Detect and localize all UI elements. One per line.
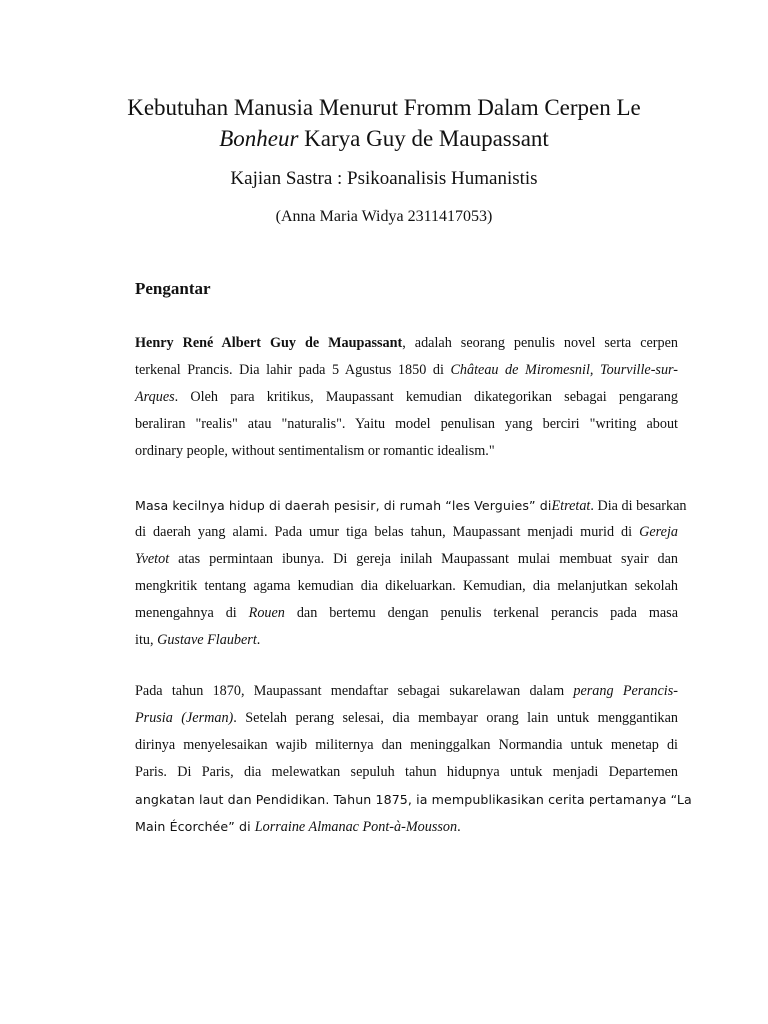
p1-l3-italic: Arques (135, 389, 175, 405)
p3-line-3: dirinya menyelesaikan wajib militernya dan meninggalkan Normandia untuk menetap di (135, 737, 678, 753)
p1-l3-rest: . Oleh para kritikus, Maupassant kemudian dikategorikan sebagai pengarang (174, 389, 678, 405)
title-line-2-rest: Karya Guy de Maupassant (298, 126, 549, 151)
title-italic-bonheur: Bonheur (219, 126, 299, 151)
p1-l1-rest: , adalah seorang penulis novel serta cerpen (402, 335, 678, 351)
p3-l6-rest: . (457, 819, 461, 835)
subtitle: Kajian Sastra : Psikoanalisis Humanistis (230, 168, 538, 189)
author-name-bold: Henry René Albert Guy de Maupassant (135, 335, 403, 351)
p3-l1-a: Pada tahun 1870, Maupassant mendaftar sebagai sukarelawan dalam (135, 683, 574, 699)
p2-l3-rest: atas permintaan ibunya. Di gereja inilah Maupassant mulai membuat syair dan (169, 551, 678, 567)
p2-line-3 (135, 546, 678, 573)
p1-line-3 (135, 384, 678, 411)
p3-line-6 (135, 813, 678, 840)
section-heading: Pengantar (135, 279, 211, 298)
p2-l1-rest: . Dia di besarkan (590, 498, 687, 514)
paragraph-3 (135, 678, 692, 840)
p1-l2-a: terkenal Prancis. Dia lahir pada 5 Agustus 1850 di (135, 362, 451, 378)
p2-l6-a: itu, (135, 632, 158, 648)
p2-l6-italic: Gustave Flaubert (157, 632, 257, 648)
author-line: (Anna Maria Widya 2311417053) (275, 208, 493, 225)
p3-l6-sans: Main Écorchée” di (135, 819, 255, 834)
p2-l5-italic: Rouen (248, 605, 285, 621)
p1-line-4: beraliran "realis" atau "naturalis". Yaitu model penulisan yang berciri "writing about (135, 416, 678, 432)
title-line-2 (0, 124, 768, 154)
p2-l2-italic: Gereja (639, 524, 678, 540)
p2-l5-a: menengahnya di (135, 605, 249, 621)
p1-l2-italic: Château de Miromesnil, Tourville-sur- (450, 362, 679, 378)
paragraph-1 (135, 330, 678, 465)
p3-line-2 (135, 705, 678, 732)
p3-line-5: angkatan laut dan Pendidikan. Tahun 1875, ia mempublikasikan cerita pertamanya “La (135, 792, 692, 807)
p2-l6-rest: . (256, 632, 261, 648)
p2-line-4: mengkritik tentang agama kemudian dia dikeluarkan. Kemudian, dia melanjutkan sekolah (135, 578, 678, 594)
p2-l5-rest: dan bertemu dengan penulis terkenal perancis pada masa (284, 605, 678, 621)
p2-l1-italic: Etretat (551, 498, 591, 514)
title-line-1: Kebutuhan Manusia Menurut Fromm Dalam Cerpen Le (127, 95, 641, 120)
p3-line-1 (135, 678, 678, 705)
p2-line-5 (135, 600, 678, 627)
paragraph-2 (135, 492, 687, 654)
p1-line-1 (135, 330, 678, 357)
p2-line-6 (135, 627, 678, 654)
p3-l2-italic: Prusia (Jerman) (135, 710, 234, 726)
p2-l1-sans: Masa kecilnya hidup di daerah pesisir, di rumah “les Verguies” di (135, 498, 552, 513)
p2-line-2 (135, 519, 678, 546)
p3-l1-italic: perang Perancis- (573, 683, 678, 699)
p3-l6-italic: Lorraine Almanac Pont-à-Mousson (254, 819, 458, 835)
p3-l2-rest: . Setelah perang selesai, dia membayar orang lain untuk menggantikan (233, 710, 678, 726)
p1-line-5: ordinary people, without sentimentalism or romantic idealism." (135, 443, 495, 459)
p2-l2-a: di daerah yang alami. Pada umur tiga belas tahun, Maupassant menjadi murid di (135, 524, 640, 540)
p2-l3-italic: Yvetot (135, 551, 170, 567)
p3-line-4: Paris. Di Paris, dia melewatkan sepuluh tahun hidupnya untuk menjadi Departemen (135, 764, 678, 780)
p1-line-2 (135, 357, 678, 384)
p2-line-1 (135, 492, 687, 519)
